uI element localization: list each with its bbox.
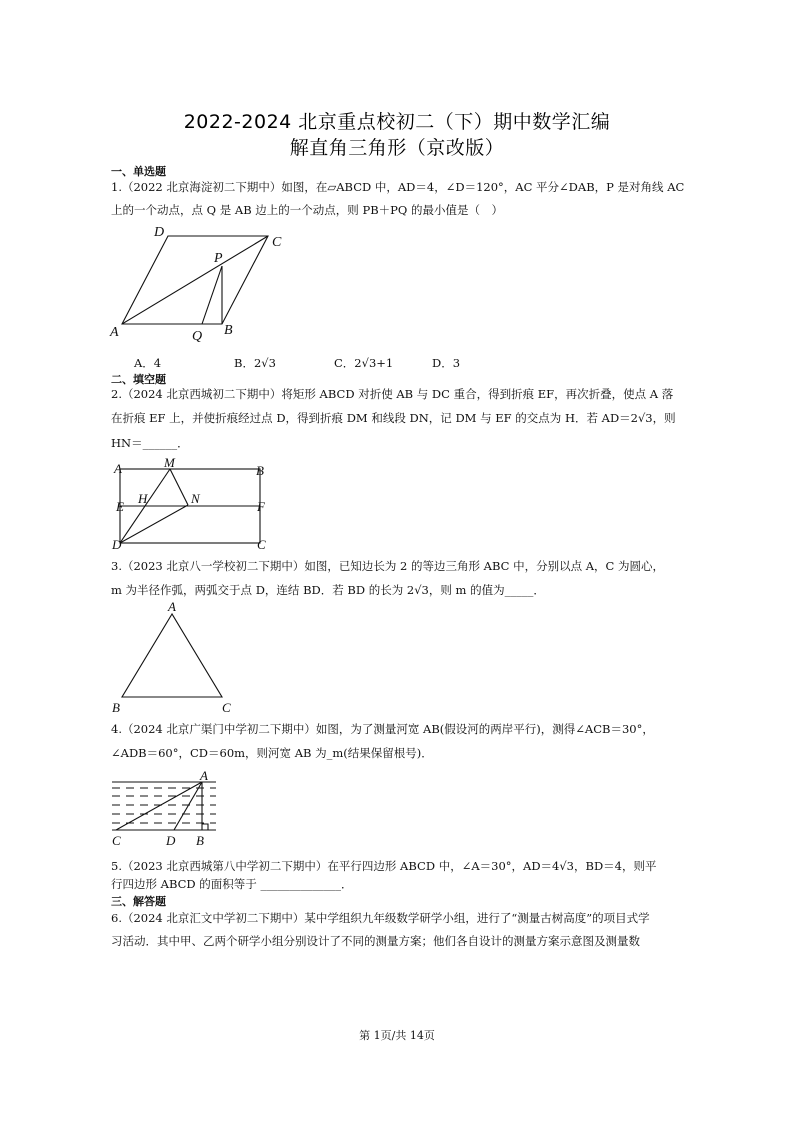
- page-footer: 第 1页/共 14页: [359, 1029, 435, 1042]
- page-title: 2022-2024 北京重点校初二（下）期中数学汇编: [183, 111, 611, 133]
- q4-label-b: B: [196, 833, 204, 848]
- q2-text-line2: 在折痕 EF 上，并使折痕经过点 D，得到折痕 DM 和线段 DN，记 DM 与 EF 的交点为 H．若 AD＝2√3，则: [111, 411, 676, 425]
- q5-text-line1: 5.（2023 北京西城第八中学初二下期中）在平行四边形 ABCD 中，∠A＝30°，AD＝4√3，BD＝4，则平: [111, 859, 657, 873]
- q1-text-line1: 1.（2022 北京海淀初二下期中）如图，在▱ABCD 中，AD＝4，∠D＝120°，AC 平分∠DAB，P 是对角线 AC: [111, 180, 685, 194]
- q2-rectangle-fold-figure: [108, 455, 283, 555]
- section-heading-answer: 三、解答题: [111, 895, 166, 908]
- q2-label-e: E: [116, 499, 124, 514]
- q3-equilateral-triangle-figure: [108, 600, 248, 718]
- q3-label-b: B: [112, 700, 120, 715]
- q4-label-c: C: [112, 833, 121, 848]
- q1-parallelogram-figure: [108, 222, 308, 347]
- q6-text-line1: 6.（2024 北京汇文中学初二下期中）某中学组织九年级数学研学小组，进行了“测量古树高度”的项目式学: [111, 911, 650, 925]
- q1-label-q: Q: [192, 329, 203, 344]
- q1-text-line2: 上的一个动点，点 Q 是 AB 边上的一个动点，则 PB＋PQ 的最小值是（ ）: [111, 203, 503, 217]
- q1-option-d: D．3: [432, 356, 461, 370]
- q1-label-b: B: [224, 323, 233, 338]
- q2-label-f: F: [257, 499, 265, 514]
- q2-label-a: A: [114, 461, 122, 476]
- q3-text-line1: 3.（2023 北京八一学校初二下期中）如图，已知边长为 2 的等边三角形 ABC 中，分别以点 A，C 为圆心，: [111, 559, 665, 573]
- q3-label-a: A: [168, 600, 176, 614]
- q2-text-line3: HN＝______．: [111, 436, 189, 450]
- q4-label-d: D: [166, 833, 176, 848]
- q4-label-a: A: [200, 768, 208, 783]
- section-heading-fill-blank: 二、填空题: [111, 373, 166, 386]
- q2-text-line1: 2.（2024 北京西城初二下期中）将矩形 ABCD 对折使 AB 与 DC 重合，得到折痕 EF，再次折叠，使点 A 落: [111, 387, 674, 401]
- q2-label-m: M: [164, 455, 175, 470]
- q1-label-p: P: [214, 251, 223, 266]
- q1-label-d: D: [154, 225, 165, 240]
- q4-text-line2: ∠ADB＝60°，CD＝60m，则河宽 AB 为_m(结果保留根号)．: [111, 746, 433, 760]
- q2-label-d: D: [112, 537, 122, 552]
- section-heading-single-choice: 一、单选题: [111, 165, 166, 178]
- q2-label-n: N: [191, 491, 200, 506]
- q5-text-line2: 行四边形 ABCD 的面积等于 ______________．: [111, 877, 353, 891]
- q6-text-line2: 习活动．其中甲、乙两个研学小组分别设计了不同的测量方案；他们各自设计的测量方案示意图及测量数: [111, 934, 640, 948]
- q1-option-a: A．4: [134, 356, 162, 370]
- q4-text-line1: 4.（2024 北京广渠门中学初二下期中）如图，为了测量河宽 AB(假设河的两岸平行)，测得∠ACB＝30°，: [111, 722, 654, 736]
- q2-label-c: C: [257, 537, 266, 552]
- q1-option-b: B．2√3: [234, 356, 276, 370]
- q1-label-a: A: [110, 325, 119, 340]
- q2-label-b: B: [256, 463, 264, 478]
- q1-label-c: C: [272, 235, 282, 250]
- page-subtitle: 解直角三角形（京改版）: [289, 137, 505, 159]
- q3-text-line2: m 为半径作弧，两弧交于点 D，连结 BD．若 BD 的长为 2√3，则 m 的值为_____．: [111, 583, 545, 597]
- q4-river-figure: [108, 768, 228, 850]
- q3-label-c: C: [222, 700, 231, 715]
- q2-label-h: H: [138, 491, 148, 506]
- q1-option-c: C．2√3+1: [334, 356, 394, 370]
